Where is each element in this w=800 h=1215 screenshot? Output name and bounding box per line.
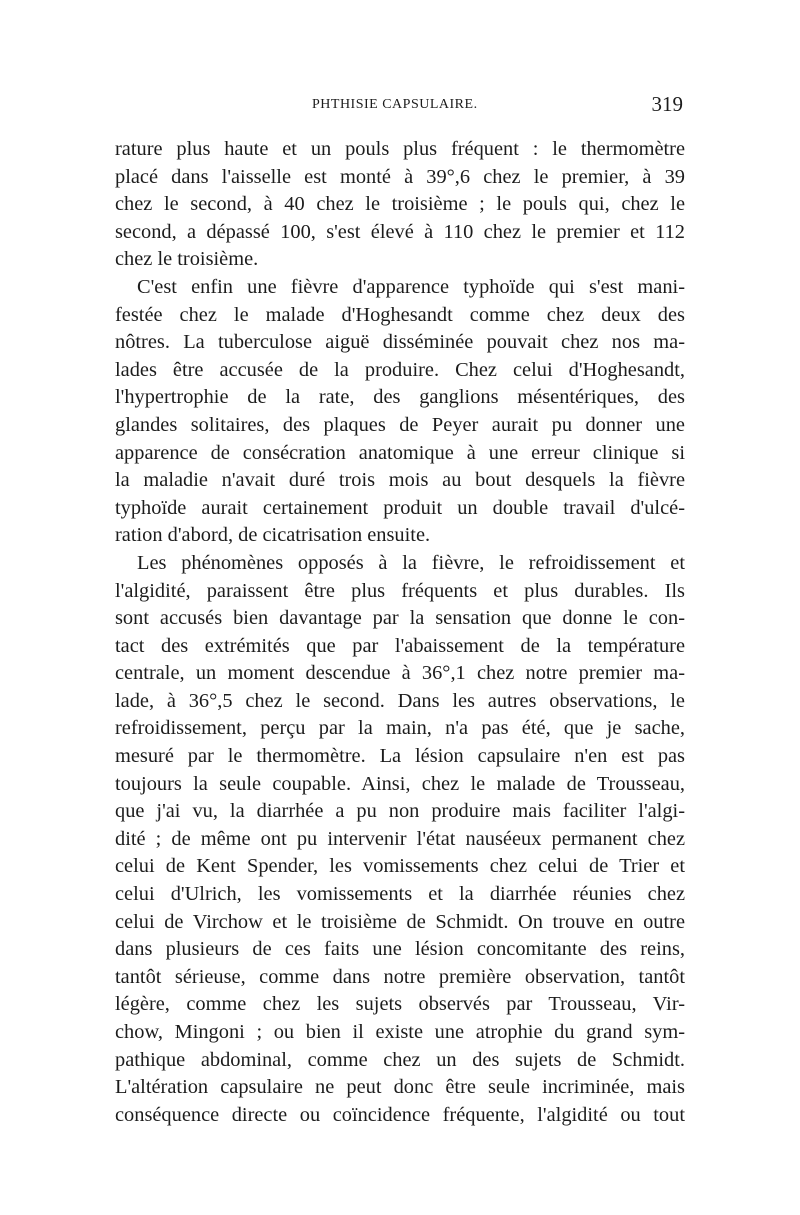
text-line: lade, à 36°,5 chez le second. Dans les autres observations, le <box>115 689 685 712</box>
text-line: C'est enfin une fièvre d'apparence typhoïde qui s'est mani- <box>137 275 685 298</box>
text-line: festée chez le malade d'Hoghesandt comme chez deux des <box>115 303 685 326</box>
text-line: centrale, un moment descendue à 36°,1 chez notre premier ma- <box>115 662 685 685</box>
text-line: L'altération capsulaire ne peut donc être seule incriminée, mais <box>115 1076 685 1099</box>
text-line: l'hypertrophie de la rate, des ganglions mésentériques, des <box>115 386 685 409</box>
body-text <box>115 136 685 1129</box>
text-line: lades être accusée de la produire. Chez celui d'Hoghesandt, <box>115 358 685 381</box>
text-line: que j'ai vu, la diarrhée a pu non produire mais faciliter l'algi- <box>115 800 685 823</box>
text-line: ration d'abord, de cicatrisation ensuite. <box>115 524 431 547</box>
paragraph-1 <box>115 136 685 274</box>
text-line: celui d'Ulrich, les vomissements et la diarrhée réunies chez <box>115 883 685 906</box>
text-line: nôtres. La tuberculose aiguë disséminée pouvait chez nos ma- <box>115 331 685 354</box>
text-line: apparence de consécration anatomique à une erreur clinique si <box>115 441 685 464</box>
text-line: rature plus haute et un pouls plus fréquent : le thermomètre <box>115 138 685 160</box>
page-number: 319 <box>651 92 683 116</box>
text-line: placé dans l'aisselle est monté à 39°,6 chez le premier, à 39 <box>115 165 685 188</box>
text-line: typhoïde aurait certainement produit un double travail d'ulcé- <box>115 496 685 519</box>
text-line: dité ; de même ont pu intervenir l'état nauséeux permanent chez <box>115 827 685 850</box>
text-line: mesuré par le thermomètre. La lésion capsulaire n'en est pas <box>115 745 685 768</box>
text-line: chez le second, à 40 chez le troisième ; le pouls qui, chez le <box>115 193 685 216</box>
running-title: PHTHISIE CAPSULAIRE. <box>312 97 478 112</box>
text-line: tact des extrémités que par l'abaissement de la température <box>115 634 685 657</box>
text-line: refroidissement, perçu par la main, n'a pas été, que je sache, <box>115 717 685 740</box>
paragraph-3 <box>115 550 685 1129</box>
text-line: second, a dépassé 100, s'est élevé à 110 chez le premier et 112 <box>115 220 685 243</box>
book-page <box>115 92 685 1129</box>
text-line: Les phénomènes opposés à la fièvre, le refroidissement et <box>137 551 685 574</box>
text-line: dans plusieurs de ces faits une lésion concomitante des reins, <box>115 938 685 961</box>
text-line: toujours la seule coupable. Ainsi, chez le malade de Trousseau, <box>115 772 685 795</box>
paragraph-2 <box>115 274 685 550</box>
text-line: légère, comme chez les sujets observés par Trousseau, Vir- <box>115 993 685 1016</box>
text-line: glandes solitaires, des plaques de Peyer aurait pu donner une <box>115 413 685 436</box>
text-line: celui de Virchow et le troisième de Schmidt. On trouve en outre <box>115 910 685 933</box>
text-line: chow, Mingoni ; ou bien il existe une atrophie du grand sym- <box>115 1021 685 1043</box>
text-line: l'algidité, paraissent être plus fréquents et plus durables. Ils <box>115 579 685 602</box>
text-line: tantôt sérieuse, comme dans notre première observation, tantôt <box>115 965 685 988</box>
text-line: conséquence directe ou coïncidence fréquente, l'algidité ou tout <box>115 1103 685 1126</box>
text-line: sont accusés bien davantage par la sensation que donne le con- <box>115 607 685 630</box>
text-line: la maladie n'avait duré trois mois au bout desquels la fièvre <box>115 469 685 492</box>
text-line: chez le troisième. <box>115 248 259 271</box>
text-line: pathique abdominal, comme chez un des sujets de Schmidt. <box>115 1048 685 1071</box>
running-head <box>115 92 685 126</box>
text-line: celui de Kent Spender, les vomissements chez celui de Trier et <box>115 855 685 878</box>
